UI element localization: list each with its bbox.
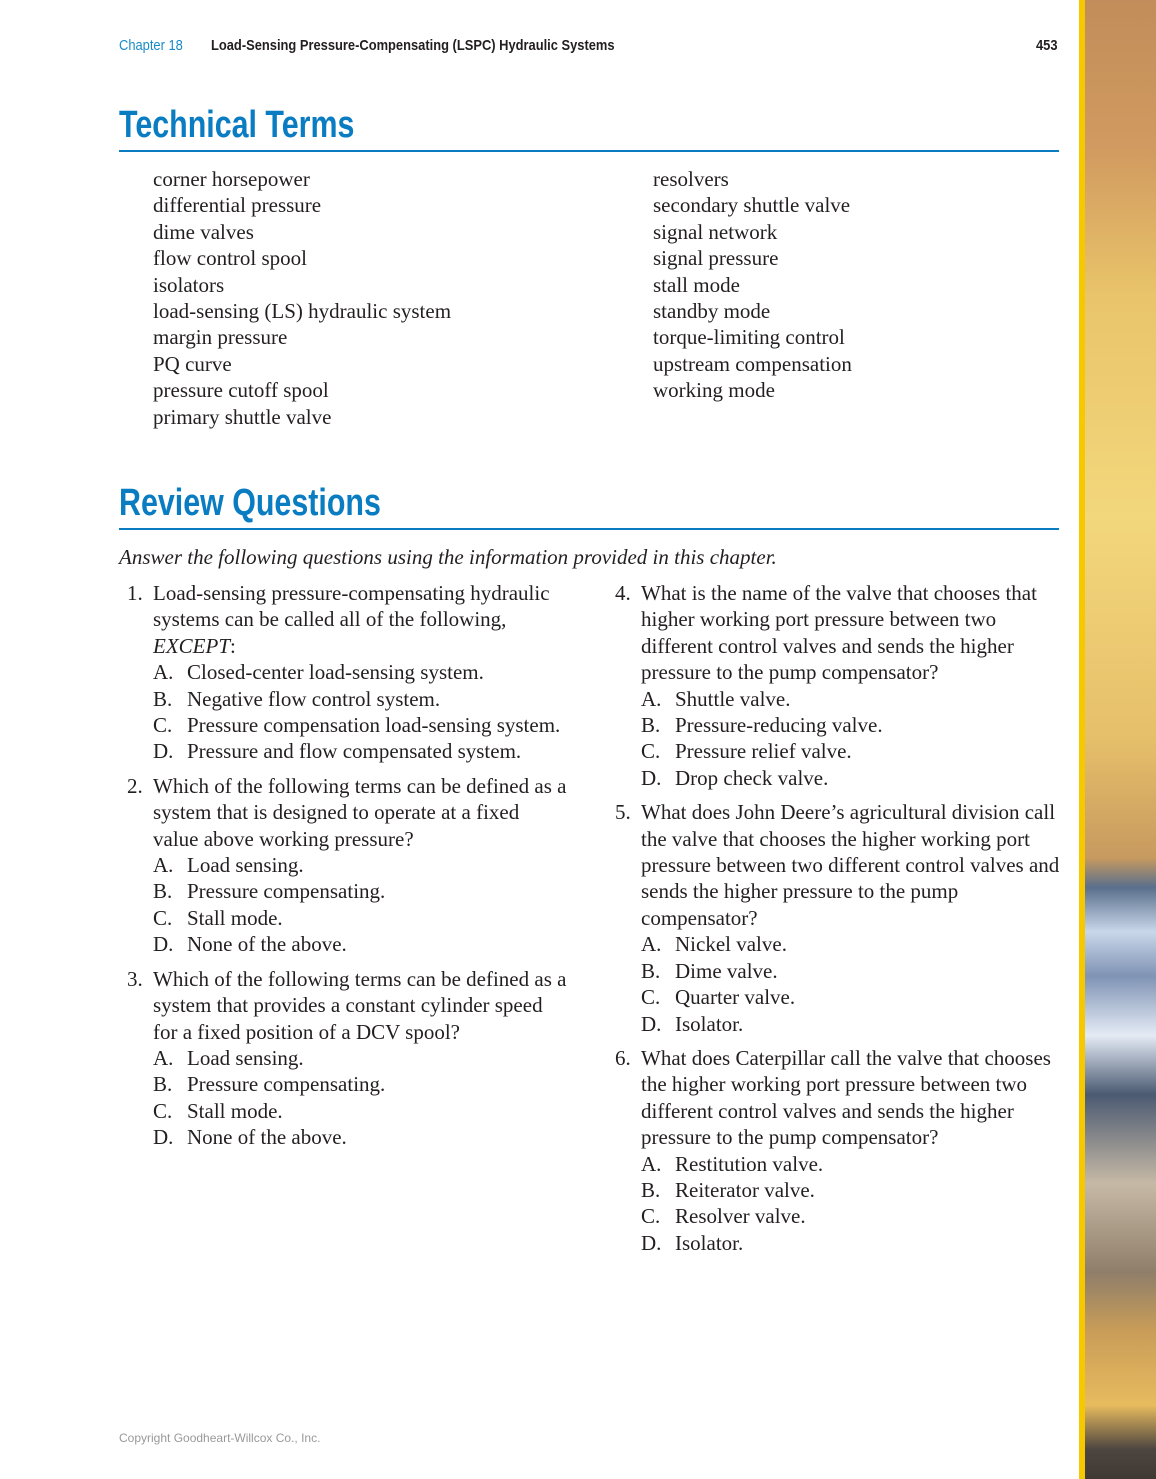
- question-number: 2.: [127, 773, 143, 798]
- term-item: secondary shuttle valve: [653, 193, 851, 218]
- option-letter: A.: [641, 932, 662, 957]
- terms-column-2: [653, 166, 852, 404]
- answer-option: [153, 1124, 568, 1150]
- term-item: PQ curve: [153, 351, 232, 376]
- answer-option: [641, 765, 1060, 791]
- term-item: isolators: [153, 272, 225, 297]
- question: [615, 580, 1060, 791]
- term-item: torque-limiting control: [653, 325, 845, 350]
- option-letter: C.: [153, 713, 173, 738]
- option-letter: A.: [153, 660, 174, 685]
- question-number: 5.: [615, 800, 631, 825]
- questions-left-column: [127, 580, 568, 1159]
- term-item: load-sensing (LS) hydraulic system: [153, 299, 452, 324]
- technical-terms-heading: Technical Terms: [119, 104, 355, 146]
- option-letter: B.: [641, 1177, 661, 1202]
- answer-option: [153, 1045, 568, 1071]
- question-number: 4.: [615, 581, 631, 605]
- hydraulic-photo-strip: [1085, 0, 1156, 1479]
- term-item: flow control spool: [153, 246, 307, 271]
- answer-option: [641, 738, 1060, 764]
- question-text: Load-sensing pressure-compensating hydraulic systems can be called all of the following, EXCEPT:: [153, 581, 550, 658]
- answer-option: [153, 878, 568, 904]
- option-text: Load sensing.: [187, 1045, 304, 1070]
- question-number: 3.: [127, 966, 143, 991]
- option-text: Resolver valve.: [675, 1204, 806, 1229]
- question: [127, 773, 568, 958]
- question: [127, 580, 568, 765]
- term-item: corner horsepower: [153, 167, 310, 191]
- term-item: margin pressure: [153, 325, 288, 350]
- option-letter: D.: [153, 932, 174, 957]
- option-text: Isolator.: [675, 1230, 744, 1255]
- option-text: Dime valve.: [675, 958, 778, 983]
- answer-option: [641, 1230, 1060, 1256]
- option-text: None of the above.: [187, 932, 347, 957]
- answer-option: [153, 686, 568, 712]
- option-text: Restitution valve.: [675, 1151, 824, 1176]
- option-letter: C.: [153, 1098, 173, 1123]
- answer-option: [641, 1151, 1060, 1177]
- question-number: 1.: [127, 581, 143, 605]
- option-text: Drop check valve.: [675, 765, 829, 790]
- term-item: primary shuttle valve: [153, 404, 332, 429]
- option-letter: D.: [153, 739, 174, 764]
- option-letter: B.: [153, 879, 173, 904]
- question-text: What does Caterpillar call the valve that chooses the higher working port pressure between two different control valves and sends the higher pressure to the pump compensator?: [641, 1045, 1051, 1150]
- question-number: 6.: [615, 1045, 631, 1070]
- answer-option: [153, 905, 568, 931]
- term-item: upstream compensation: [653, 351, 852, 376]
- question: [615, 799, 1060, 1037]
- option-letter: B.: [641, 713, 661, 738]
- chapter-title: Load-Sensing Pressure-Compensating (LSPC) Hydraulic Systems: [211, 37, 615, 54]
- answer-option: [153, 1071, 568, 1097]
- option-letter: D.: [641, 1011, 662, 1036]
- question-text: Which of the following terms can be defined as a system that is designed to operate at a fixed value above working pressure?: [153, 773, 567, 851]
- option-text: Pressure relief valve.: [675, 739, 852, 764]
- term-item: stall mode: [653, 272, 740, 297]
- section-divider: [119, 150, 1059, 152]
- term-item: pressure cutoff spool: [153, 378, 329, 403]
- option-letter: A.: [153, 1045, 174, 1070]
- option-letter: A.: [641, 1151, 662, 1176]
- option-letter: D.: [153, 1125, 174, 1150]
- answer-option: [153, 931, 568, 957]
- question-text: What is the name of the valve that chooses that higher working port pressure between two different control valves and sends the higher pressure to the pump compensator?: [641, 581, 1037, 685]
- term-item: standby mode: [653, 299, 771, 324]
- option-letter: C.: [641, 1204, 661, 1229]
- answer-option: [153, 852, 568, 878]
- page-number: 453: [1036, 37, 1058, 54]
- answer-option: [153, 738, 568, 764]
- option-text: Negative flow control system.: [187, 686, 441, 711]
- answer-option: [153, 1098, 568, 1124]
- option-text: Quarter valve.: [675, 985, 796, 1010]
- option-text: Pressure and flow compensated system.: [187, 739, 522, 764]
- question: [615, 1045, 1060, 1256]
- option-letter: B.: [153, 686, 173, 711]
- section-divider: [119, 528, 1059, 530]
- chapter-label: Chapter 18: [119, 37, 183, 54]
- term-item: differential pressure: [153, 193, 322, 218]
- option-text: Nickel valve.: [675, 932, 787, 957]
- option-letter: B.: [641, 958, 661, 983]
- answer-option: [153, 712, 568, 738]
- answer-option: [641, 931, 1060, 957]
- copyright: Copyright Goodheart-Willcox Co., Inc.: [119, 1431, 321, 1445]
- term-item: signal pressure: [653, 246, 779, 271]
- option-text: Pressure compensating.: [187, 1072, 386, 1097]
- term-item: dime valves: [153, 219, 254, 244]
- answer-option: [641, 686, 1060, 712]
- answer-option: [641, 1177, 1060, 1203]
- question-text: Which of the following terms can be defined as a system that provides a constant cylinder speed for a fixed position of a DCV spool?: [153, 966, 567, 1044]
- term-item: working mode: [653, 378, 775, 403]
- option-letter: D.: [641, 765, 662, 790]
- answer-option: [641, 712, 1060, 738]
- answer-option: [641, 958, 1060, 984]
- option-letter: B.: [153, 1072, 173, 1097]
- answer-option: [641, 1011, 1060, 1037]
- option-letter: A.: [153, 853, 174, 878]
- questions-right-column: [615, 580, 1060, 1264]
- instructions: Answer the following questions using the information provided in this chapter.: [119, 545, 777, 569]
- option-text: Reiterator valve.: [675, 1177, 815, 1202]
- option-text: Stall mode.: [187, 1098, 283, 1123]
- option-letter: C.: [641, 739, 661, 764]
- terms-column-1: [153, 166, 451, 430]
- option-text: Isolator.: [675, 1011, 744, 1036]
- option-letter: D.: [641, 1230, 662, 1255]
- term-item: signal network: [653, 219, 778, 244]
- option-text: Pressure-reducing valve.: [675, 713, 883, 738]
- option-letter: C.: [153, 905, 173, 930]
- answer-option: [641, 1203, 1060, 1229]
- question-text: What does John Deere’s agricultural division call the valve that chooses the higher working port pressure between two different control valves and sends the higher pressure to the pump compensator?: [641, 800, 1060, 930]
- term-item: resolvers: [653, 167, 729, 191]
- option-letter: A.: [641, 686, 662, 711]
- option-text: Pressure compensation load-sensing system.: [187, 713, 561, 738]
- option-text: None of the above.: [187, 1125, 347, 1150]
- option-letter: C.: [641, 985, 661, 1010]
- option-text: Closed-center load-sensing system.: [187, 660, 484, 685]
- option-text: Shuttle valve.: [675, 686, 791, 711]
- answer-option: [153, 659, 568, 685]
- option-text: Load sensing.: [187, 853, 304, 878]
- review-questions-heading: Review Questions: [119, 482, 381, 524]
- question: [127, 966, 568, 1151]
- answer-option: [641, 984, 1060, 1010]
- option-text: Stall mode.: [187, 905, 283, 930]
- option-text: Pressure compensating.: [187, 879, 386, 904]
